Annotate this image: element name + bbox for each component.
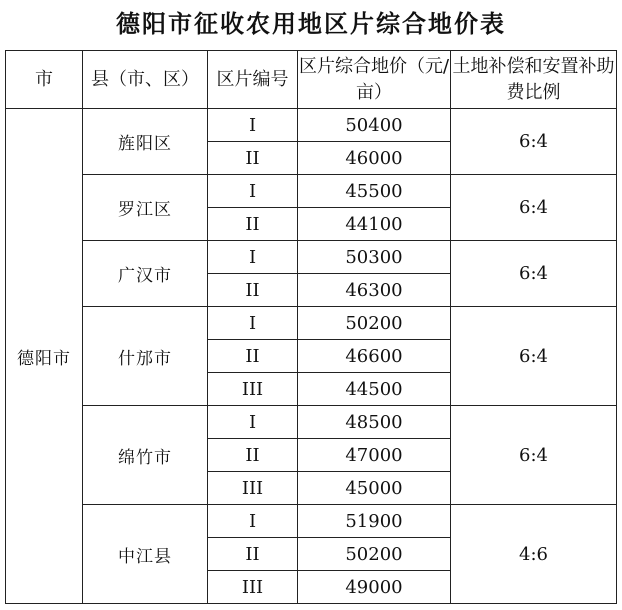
- header-city: 市: [6, 51, 83, 109]
- header-ratio: 土地补偿和安置补助费比例: [451, 51, 617, 109]
- table-row: [6, 175, 617, 208]
- zone-number-cell: III: [208, 373, 298, 406]
- header-zone-no: 区片编号: [208, 51, 298, 109]
- price-cell: 50300: [298, 241, 451, 274]
- price-cell: 45500: [298, 175, 451, 208]
- header-county: 县（市、区）: [83, 51, 208, 109]
- table-row: [6, 307, 617, 340]
- ratio-cell: 6:4: [451, 406, 617, 505]
- ratio-cell: 6:4: [451, 241, 617, 307]
- price-cell: 49000: [298, 571, 451, 604]
- county-cell: 旌阳区: [83, 109, 208, 175]
- page-title: 德阳市征收农用地区片综合地价表: [116, 10, 506, 38]
- zone-number-cell: I: [208, 505, 298, 538]
- zone-number-cell: I: [208, 307, 298, 340]
- price-cell: 44100: [298, 208, 451, 241]
- zone-number-cell: II: [208, 538, 298, 571]
- zone-number-cell: III: [208, 571, 298, 604]
- price-cell: 46300: [298, 274, 451, 307]
- header-price: 区片综合地价（元/亩）: [298, 51, 451, 109]
- zone-number-cell: II: [208, 439, 298, 472]
- zone-number-cell: II: [208, 208, 298, 241]
- price-cell: 46600: [298, 340, 451, 373]
- table-row: [6, 406, 617, 439]
- price-cell: 51900: [298, 505, 451, 538]
- price-cell: 48500: [298, 406, 451, 439]
- table-row: [6, 505, 617, 538]
- ratio-cell: 6:4: [451, 307, 617, 406]
- price-cell: 45000: [298, 472, 451, 505]
- zone-number-cell: II: [208, 142, 298, 175]
- zone-number-cell: I: [208, 175, 298, 208]
- price-cell: 50400: [298, 109, 451, 142]
- table-row: [6, 241, 617, 274]
- land-price-table: [5, 50, 617, 604]
- zone-number-cell: I: [208, 109, 298, 142]
- price-cell: 50200: [298, 538, 451, 571]
- zone-number-cell: II: [208, 340, 298, 373]
- ratio-cell: 6:4: [451, 109, 617, 175]
- county-cell: 广汉市: [83, 241, 208, 307]
- price-cell: 44500: [298, 373, 451, 406]
- zone-number-cell: III: [208, 472, 298, 505]
- price-cell: 50200: [298, 307, 451, 340]
- ratio-cell: 6:4: [451, 175, 617, 241]
- table-body: [6, 109, 617, 604]
- price-cell: 47000: [298, 439, 451, 472]
- table-row: [6, 109, 617, 142]
- county-cell: 什邡市: [83, 307, 208, 406]
- ratio-cell: 4:6: [451, 505, 617, 604]
- county-cell: 绵竹市: [83, 406, 208, 505]
- county-cell: 中江县: [83, 505, 208, 604]
- price-cell: 46000: [298, 142, 451, 175]
- city-cell: 德阳市: [6, 109, 83, 604]
- zone-number-cell: I: [208, 406, 298, 439]
- zone-number-cell: I: [208, 241, 298, 274]
- zone-number-cell: II: [208, 274, 298, 307]
- header-row: [6, 51, 617, 109]
- county-cell: 罗江区: [83, 175, 208, 241]
